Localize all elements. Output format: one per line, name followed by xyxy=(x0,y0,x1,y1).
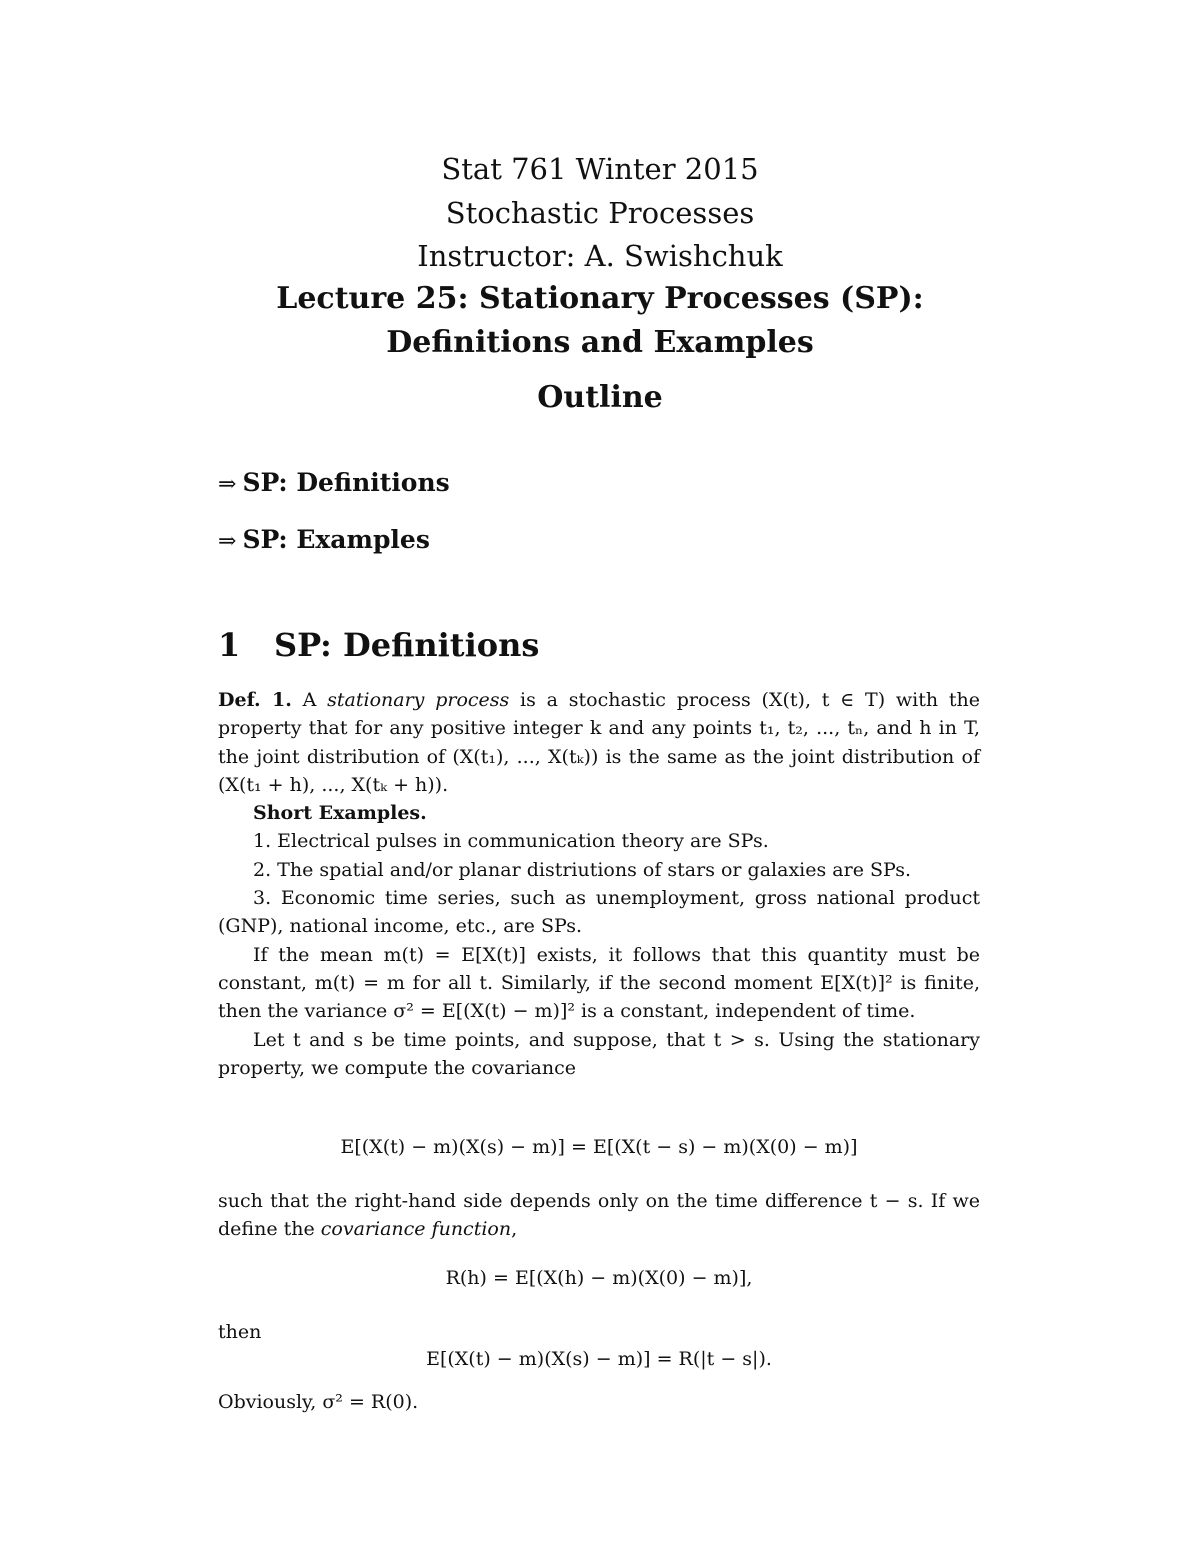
course-title: Stat 761 Winter 2015 xyxy=(441,152,759,186)
section-heading xyxy=(218,626,539,664)
outline-item-label: SP: Examples xyxy=(242,525,430,554)
section-body xyxy=(218,686,980,1082)
equation-then: E[(X(t) − m)(X(s) − m)] = R(|t − s|). xyxy=(426,1348,772,1370)
section-number: 1 xyxy=(218,626,241,664)
definition-term: stationary process xyxy=(327,689,510,711)
outline-item-definitions xyxy=(218,468,450,497)
example-item: 2. The spatial and/or planar distriutions of stars or galaxies are SPs. xyxy=(253,858,912,881)
paragraph-text xyxy=(218,1187,980,1244)
equation-covariance: E[(X(t) − m)(X(s) − m)] = E[(X(t − s) − m)(X(0) − m)] xyxy=(340,1136,858,1158)
covariance-function-term: covariance function xyxy=(320,1218,512,1241)
lecture-title-line1: Lecture 25: Stationary Processes (SP): xyxy=(276,281,924,316)
paragraph-text-part: such that the right-hand side depends only on the time difference t − s. If we define the xyxy=(218,1190,980,1241)
definition-text: is a stochastic process (X(t), t ∈ T) with the property that for any positive integer k and any points t₁, t₂, ..., tₙ, and h in T, the joint distribution of (X(t₁), ..., X(tₖ)) is the same as the joint distribution of (X(t₁ + h), ..., X(tₖ + h)). xyxy=(218,689,980,796)
then-text: then xyxy=(218,1321,262,1343)
outline-heading: Outline xyxy=(537,380,663,415)
course-subject: Stochastic Processes xyxy=(445,196,755,230)
paragraph-mean: If the mean m(t) = E[X(t)] exists, it follows that this quantity must be constant, m(t) = m for all t. Similarly, if the second moment E[X(t)]² is finite, then the variance σ² = E[(X(t) − m)]² is a constant, independent of time. xyxy=(218,943,980,1023)
arrow-icon: ⇒ xyxy=(218,529,237,554)
example-item: 1. Electrical pulses in communication theory are SPs. xyxy=(253,830,769,853)
example-item: 3. Economic time series, such as unemployment, gross national product (GNP), national income, etc., are SPs. xyxy=(218,887,980,938)
paragraph-then xyxy=(218,1318,980,1346)
short-examples-title xyxy=(218,799,980,827)
definition-text: A xyxy=(291,689,328,711)
paragraph-obviously xyxy=(218,1388,980,1416)
definition-label: Def. 1. xyxy=(218,689,292,711)
lecture-title-line2: Definitions and Examples xyxy=(386,325,814,360)
outline-item-label: SP: Definitions xyxy=(242,468,450,497)
equation-R: R(h) = E[(X(h) − m)(X(0) − m)], xyxy=(445,1267,753,1289)
arrow-icon: ⇒ xyxy=(218,472,237,497)
paragraph-covariance-intro: Let t and s be time points, and suppose, that t > s. Using the stationary property, we compute the covariance xyxy=(218,1028,980,1079)
short-examples-label: Short Examples. xyxy=(253,802,427,825)
instructor-line: Instructor: A. Swishchuk xyxy=(417,239,783,273)
paragraph-covariance-function xyxy=(218,1187,980,1244)
obviously-text: Obviously, σ² = R(0). xyxy=(218,1391,419,1413)
outline-item-examples xyxy=(218,525,430,554)
definition-1 xyxy=(218,686,980,799)
paragraph-text-part: , xyxy=(511,1218,518,1241)
section-title: SP: Definitions xyxy=(274,626,540,664)
